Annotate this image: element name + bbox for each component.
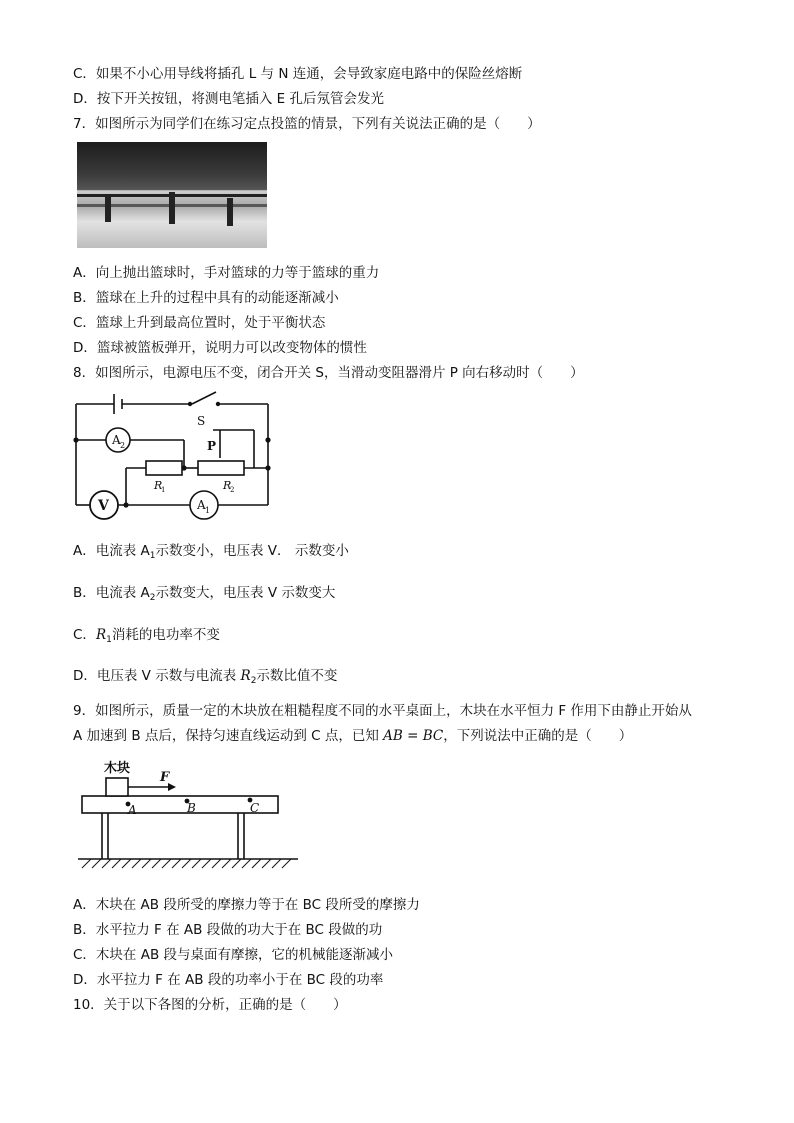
q7-stem: 7．如图所示为同学们在练习定点投篮的情景，下列有关说法正确的是（ ） [73,116,541,132]
q9-option-d: D．水平拉力 F 在 AB 段的功率小于在 BC 段的功率 [73,972,384,988]
q9-option-a: A．木块在 AB 段所受的摩擦力等于在 BC 段所受的摩擦力 [73,897,420,913]
q8-option-b: B．电流表 $A_2$示数变大，电压表 V 示数变大 [73,585,336,603]
q7-option-a: A．向上抛出篮球时，手对篮球的力等于篮球的重力 [73,265,380,281]
ammeter-a2-sub: 2 [120,441,126,450]
ammeter-a2-letter: A [112,433,121,447]
q10-stem: 10．关于以下各图的分析，正确的是（ ） [73,997,347,1013]
q7-option-c: C．篮球上升到最高位置时，处于平衡状态 [73,315,326,331]
circuit-diagram [68,388,278,520]
q8-option-a: A．电流表 $A_1$示数变小，电压表 V． 示数变小 [73,543,349,561]
force-label: F [160,770,170,785]
q8-option-c: C．$R_1$消耗的电功率不变 [73,627,220,645]
point-c-label: C [250,801,260,815]
q9-stem-line1: 9．如图所示，质量一定的木块放在粗糙程度不同的水平桌面上，木块在水平恒力 F 作用下由静止开始从 [73,703,692,719]
r2-sub: 2 [230,486,235,494]
ammeter-a1-letter: A [197,498,206,512]
q9-option-b: B．水平拉力 F 在 AB 段做的功大于在 BC 段做的功 [73,922,383,938]
r1-sub: 1 [161,486,166,494]
point-a-label: A [128,803,137,817]
switch-label-s: S [197,414,206,428]
q8-stem: 8．如图所示，电源电压不变，闭合开关 S，当滑动变阻器滑片 P 向右移动时（ ） [73,365,584,381]
point-b-label: B [187,801,196,815]
q6-option-d: D．按下开关按钮，将测电笔插入 E 孔后氖管会发光 [73,91,385,107]
q6-option-c: C．如果不小心用导线将插孔 L 与 N 连通，会导致家庭电路中的保险丝熔断 [73,66,523,82]
q8-option-d: D．电压表 V 示数与电流表 $R_2$示数比值不变 [73,668,338,686]
q9-option-c: C．木块在 AB 段与桌面有摩擦，它的机械能逐渐减小 [73,947,394,963]
q7-option-b: B．篮球在上升的过程中具有的动能逐渐减小 [73,290,339,306]
slide-rheostat-r2 [198,461,244,475]
block-label: 木块 [104,761,131,776]
voltmeter-letter: V [98,498,109,514]
ammeter-a1-sub: 1 [205,506,211,515]
r1-label: R [154,479,163,492]
basketball-photo [77,142,267,248]
slider-label-p: P [207,439,217,453]
resistor-r1 [146,461,182,475]
q7-option-d: D．篮球被篮板弹开，说明力可以改变物体的惯性 [73,340,367,356]
wood-block [106,778,128,796]
q9-stem-line2: A 加速到 B 点后，保持匀速直线运动到 C 点，已知 AB = BC，下列说法中正确的是（ ） [73,728,633,744]
r2-label: R [223,479,232,492]
table-block-diagram [78,756,303,874]
